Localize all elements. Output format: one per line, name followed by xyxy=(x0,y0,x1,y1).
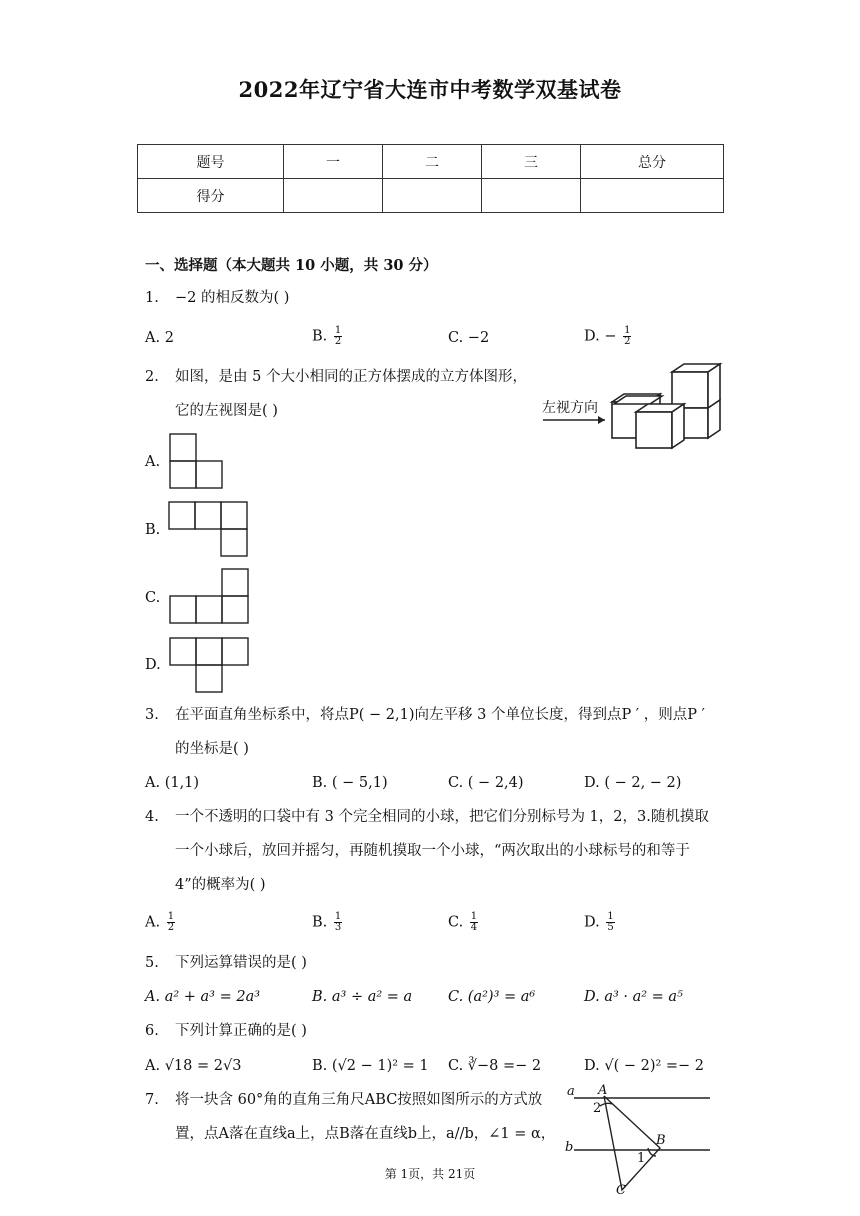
option-c[interactable]: C. ( − 2,4) xyxy=(448,775,524,791)
option-a[interactable] xyxy=(145,912,175,933)
question-text: 4”的概率为( ) xyxy=(175,877,266,893)
denominator: 4 xyxy=(470,922,478,933)
question-text: −2 的相反数为( ) xyxy=(175,290,290,306)
option-c[interactable]: C. −2 xyxy=(448,330,490,346)
question-text: 下列计算正确的是( ) xyxy=(175,1023,307,1039)
option-label: B. xyxy=(312,328,328,345)
vertex-label-b: B xyxy=(656,1133,666,1148)
numerator: 1 xyxy=(334,911,342,922)
denominator: 2 xyxy=(624,336,631,347)
question-number: 2. xyxy=(145,369,159,385)
numerator: 1 xyxy=(334,325,342,336)
option-d[interactable]: D. √( − 2)² =− 2 xyxy=(584,1058,705,1074)
line-label-a: a xyxy=(567,1084,575,1099)
option-a[interactable]: A. a² + a³ = 2a³ xyxy=(145,989,261,1005)
table-cell[interactable] xyxy=(383,179,482,213)
option-label: B. xyxy=(312,914,328,931)
option-a[interactable]: A. (1,1) xyxy=(145,775,200,791)
question-text: 下列运算错误的是( ) xyxy=(175,955,307,971)
denominator: 3 xyxy=(334,922,342,933)
table-cell: 三 xyxy=(482,145,581,179)
vertex-label-a: A xyxy=(598,1083,608,1098)
question-text: 它的左视图是( ) xyxy=(175,403,278,419)
vertex-label-c: C xyxy=(616,1183,626,1198)
section-heading: 一、选择题（本大题共 10 小题，共 30 分） xyxy=(145,257,438,274)
option-d[interactable]: D. a³ · a² = a⁵ xyxy=(584,989,683,1005)
fraction xyxy=(334,912,342,933)
question-number: 4. xyxy=(145,809,159,825)
option-d[interactable] xyxy=(584,326,631,347)
numerator: 1 xyxy=(624,325,631,336)
option-b[interactable]: B. xyxy=(145,522,161,538)
option-a[interactable]: A. √18 = 2√3 xyxy=(145,1058,242,1074)
option-b[interactable]: B. a³ ÷ a² = a xyxy=(312,989,413,1005)
question-text: 在平面直角坐标系中，将点P( − 2,1)向左平移 3 个单位长度，得到点P ′ ，则点P ′ xyxy=(175,707,705,723)
option-b[interactable] xyxy=(312,326,342,347)
denominator: 2 xyxy=(334,336,342,347)
option-d[interactable] xyxy=(584,912,615,933)
option-label: A. xyxy=(145,914,161,931)
fraction xyxy=(470,912,478,933)
option-b[interactable]: B. (√2 − 1)² = 1 xyxy=(312,1058,429,1074)
denominator: 5 xyxy=(607,922,614,933)
question-text: 一个小球后，放回并摇匀，再随机摸取一个小球，“两次取出的小球标号的和等于 xyxy=(175,843,690,859)
option-label: D. xyxy=(584,914,600,931)
view-figure-c[interactable] xyxy=(169,568,251,625)
option-c[interactable] xyxy=(448,912,478,933)
denominator: 2 xyxy=(167,922,175,933)
fraction xyxy=(334,326,342,347)
line-label-b: b xyxy=(565,1140,574,1155)
table-row xyxy=(138,145,724,179)
view-direction-label: 左视方向 xyxy=(542,400,598,416)
table-row xyxy=(138,179,724,213)
option-d[interactable]: D. xyxy=(145,657,161,673)
option-label: C. xyxy=(448,914,464,931)
numerator: 1 xyxy=(607,911,614,922)
view-figure-b[interactable] xyxy=(168,501,250,558)
question-number: 3. xyxy=(145,707,159,723)
option-b[interactable] xyxy=(312,912,342,933)
option-label: D. − xyxy=(584,328,617,345)
fraction xyxy=(623,326,631,347)
question-text: 如图，是由 5 个大小相同的正方体摆成的立方体图形， xyxy=(175,369,527,385)
table-cell[interactable] xyxy=(284,179,383,213)
angle-label-2: 2 xyxy=(593,1101,602,1116)
table-cell: 题号 xyxy=(138,145,284,179)
table-cell[interactable] xyxy=(482,179,581,213)
table-cell: 得分 xyxy=(138,179,284,213)
table-cell: 二 xyxy=(383,145,482,179)
view-figure-d[interactable] xyxy=(169,637,251,694)
table-cell[interactable] xyxy=(581,179,724,213)
numerator: 1 xyxy=(470,911,478,922)
question-text: 将一块含 60°角的直角三角尺ABC按照如图所示的方式放 xyxy=(175,1092,543,1108)
question-number: 5. xyxy=(145,955,159,971)
exam-title: 2022年辽宁省大连市中考数学双基试卷 xyxy=(238,77,622,102)
option-c[interactable]: C. xyxy=(145,590,161,606)
option-c[interactable]: C. (a²)³ = a⁶ xyxy=(448,989,536,1005)
question-number: 6. xyxy=(145,1023,159,1039)
table-cell: 一 xyxy=(284,145,383,179)
question-text: 的坐标是( ) xyxy=(175,741,249,757)
option-c[interactable]: C. ∛−8 =− 2 xyxy=(448,1058,542,1074)
option-a[interactable]: A. 2 xyxy=(145,330,174,346)
fraction xyxy=(606,912,614,933)
option-b[interactable]: B. ( − 5,1) xyxy=(312,775,388,791)
question-number: 1. xyxy=(145,290,159,306)
numerator: 1 xyxy=(167,911,175,922)
option-d[interactable]: D. ( − 2, − 2) xyxy=(584,775,682,791)
score-table xyxy=(137,144,724,213)
question-number: 7. xyxy=(145,1092,159,1108)
view-figure-a[interactable] xyxy=(169,433,225,489)
table-cell: 总分 xyxy=(581,145,724,179)
fraction xyxy=(167,912,175,933)
option-a[interactable]: A. xyxy=(145,454,161,470)
page-footer: 第 1页，共 21页 xyxy=(384,1167,476,1181)
question-text: 一个不透明的口袋中有 3 个完全相同的小球，把它们分别标号为 1，2，3.随机摸取 xyxy=(175,809,709,825)
question-text: 置，点A落在直线a上，点B落在直线b上，a//b，∠1 = α， xyxy=(175,1126,556,1142)
angle-label-1: 1 xyxy=(637,1151,646,1166)
